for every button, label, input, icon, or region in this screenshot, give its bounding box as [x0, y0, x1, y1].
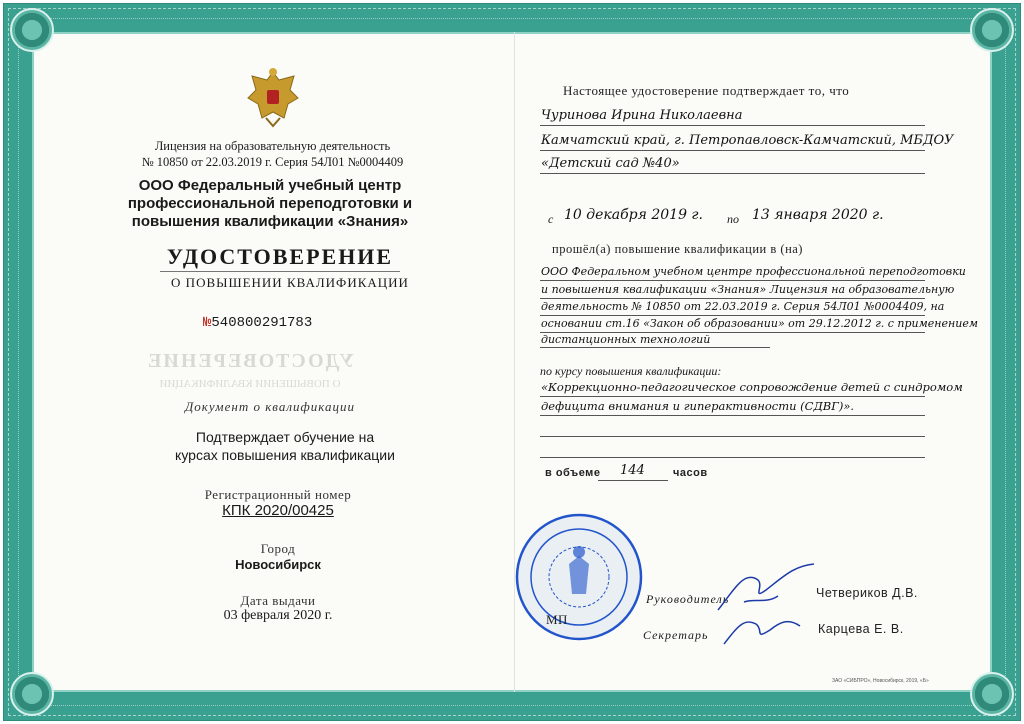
institution-line: дистанционных технологий — [541, 333, 711, 346]
intro-text: Настоящее удостоверение подтверждает то, что — [563, 83, 850, 98]
volume-value: 144 — [620, 463, 645, 478]
stamp-mark: МП — [546, 612, 568, 627]
program-label: по курсу повышения квалификации: — [540, 364, 722, 378]
institution-line: ООО Федеральном учебном центре профессиональной переподготовки — [541, 265, 966, 278]
number-symbol: № — [203, 315, 212, 331]
secretary-label: Секретарь — [643, 628, 709, 642]
fill-line — [540, 457, 925, 458]
corner-rosette-icon — [10, 672, 54, 716]
license-info — [100, 138, 445, 170]
document-subtitle: О ПОВЫШЕНИИ КВАЛИФИКАЦИИ — [171, 275, 409, 290]
license-line: № 10850 от 22.03.2019 г. Серия 54Л01 №0004409 — [141, 155, 404, 169]
person-name: Чуринова Ирина Николаевна — [541, 108, 743, 123]
program-line: «Коррекционно-педагогическое сопровождение детей с синдромом — [541, 380, 963, 394]
confirmation-text — [150, 428, 420, 464]
org-line: профессиональной переподготовки и — [127, 195, 413, 212]
place-line: Камчатский край, г. Петропавловск-Камчатский, МБДОУ — [541, 133, 954, 148]
secretary-name: Карцева Е. В. — [818, 622, 904, 636]
signature-icon — [714, 560, 824, 650]
fill-line — [540, 347, 770, 348]
from-date: 10 декабря 2019 г. — [564, 207, 703, 223]
fill-line — [540, 298, 925, 299]
fill-line — [540, 396, 925, 397]
program-line: дефицита внимания и гиперактивности (СДВГ)». — [541, 399, 855, 413]
institution-line: и повышения квалификации «Знания» Лицензия на образовательную — [541, 283, 955, 296]
corner-rosette-icon — [970, 672, 1014, 716]
org-line: повышения квалификации «Знания» — [131, 213, 409, 230]
volume-label: в объеме — [545, 467, 601, 479]
institution-line: основании ст.16 «Закон об образовании» от 29.12.2012 г. с применением — [541, 317, 978, 330]
issue-date-value: 03 февраля 2020 г. — [223, 608, 333, 623]
title-divider — [160, 271, 400, 272]
passed-text: прошёл(а) повышение квалификации в (на) — [552, 242, 803, 256]
fill-line — [540, 436, 925, 437]
issue-date-label: Дата выдачи — [240, 593, 316, 608]
fill-line — [540, 125, 925, 126]
city-value: Новосибирск — [235, 557, 321, 572]
organization-name — [120, 177, 420, 231]
confirm-line: курсах повышения квалификации — [175, 447, 395, 463]
fill-line — [540, 415, 925, 416]
fill-line — [540, 315, 925, 316]
fill-line — [540, 280, 925, 281]
from-label: с — [548, 212, 554, 226]
volume-unit: часов — [673, 467, 708, 479]
fill-line — [540, 150, 925, 151]
document-title: УДОСТОВЕРЕНИЕ — [166, 244, 394, 269]
to-date: 13 января 2020 г. — [752, 207, 884, 223]
fill-line — [598, 480, 668, 481]
org-line: ООО Федеральный учебный центр — [138, 177, 402, 194]
document-type: Документ о квалификации — [185, 399, 355, 414]
head-label: Руководитель — [646, 592, 730, 606]
place-line: «Детский сад №40» — [541, 156, 680, 171]
confirm-line: Подтверждает обучение на — [195, 429, 375, 445]
reg-number-value: КПК 2020/00425 — [222, 502, 334, 519]
coat-of-arms-icon — [244, 66, 302, 128]
to-label: по — [727, 212, 739, 226]
round-seal-icon — [514, 512, 644, 642]
show-through-subtitle: О ПОВЫШЕНИИ КВАЛИФИКАЦИИ — [159, 378, 341, 390]
corner-rosette-icon — [10, 8, 54, 52]
fill-line — [540, 173, 925, 174]
license-line: Лицензия на образовательную деятельность — [154, 139, 391, 153]
city-label: Город — [260, 541, 296, 556]
printer-footer: ЗАО «СИБПРО», Новосибирск, 2019, «Б» — [832, 678, 929, 684]
show-through-title: УДОСТОВЕРЕНИЕ — [146, 350, 354, 372]
corner-rosette-icon — [970, 8, 1014, 52]
institution-line: деятельность № 10850 от 22.03.2019 г. Серия 54Л01 №0004409, на — [541, 300, 945, 313]
serial-number — [203, 315, 312, 331]
number-value: 540800291783 — [211, 315, 313, 331]
reg-number-label: Регистрационный номер — [204, 487, 352, 502]
head-name: Четвериков Д.В. — [816, 586, 918, 600]
